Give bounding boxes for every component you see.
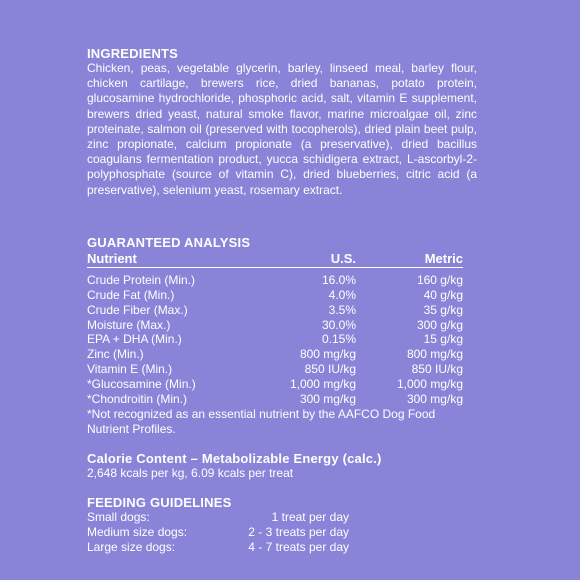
table-row	[87, 303, 463, 318]
nutrient-cell: Crude Protein (Min.)	[87, 272, 196, 287]
feeding-amount: 2 - 3 treats per day	[248, 525, 349, 540]
metric-value-cell: 15 g/kg	[423, 332, 463, 347]
metric-value-cell: 850 IU/kg	[411, 362, 463, 377]
feeding-section	[87, 495, 477, 555]
us-value-cell: 1,000 mg/kg	[289, 377, 356, 392]
us-value-cell: 300 mg/kg	[299, 392, 356, 407]
table-row	[87, 392, 463, 407]
nutrient-cell: *Glucosamine (Min.)	[87, 377, 196, 392]
table-row	[87, 332, 463, 347]
table-row	[87, 318, 463, 333]
calorie-heading: Calorie Content – Metabolizable Energy (calc.)	[87, 451, 382, 467]
table-row	[87, 377, 463, 392]
column-header-us: U.S.	[267, 250, 356, 268]
analysis-table	[87, 250, 463, 407]
nutrient-cell: Moisture (Max.)	[87, 317, 171, 332]
nutrient-cell: Crude Fiber (Max.)	[87, 302, 188, 317]
metric-value-cell: 300 g/kg	[416, 317, 463, 332]
column-header-nutrient: Nutrient	[87, 250, 267, 268]
feeding-size-label: Medium size dogs:	[87, 525, 188, 540]
calorie-section	[87, 451, 477, 481]
nutrient-cell: EPA + DHA (Min.)	[87, 332, 182, 347]
column-header-metric: Metric	[356, 250, 463, 268]
list-item	[87, 510, 477, 525]
us-value-cell: 16.0%	[321, 272, 356, 287]
table-row	[87, 288, 463, 303]
metric-value-cell: 160 g/kg	[416, 272, 463, 287]
feeding-size-label: Large size dogs:	[87, 540, 176, 555]
guaranteed-analysis-heading: GUARANTEED ANALYSIS	[87, 234, 251, 250]
table-row	[87, 267, 463, 287]
nutrient-cell: Vitamin E (Min.)	[87, 362, 173, 377]
metric-value-cell: 35 g/kg	[423, 302, 463, 317]
metric-value-cell: 40 g/kg	[423, 287, 463, 302]
feeding-amount: 4 - 7 treats per day	[248, 540, 349, 555]
nutrient-cell: Zinc (Min.)	[87, 347, 144, 362]
table-row	[87, 347, 463, 362]
feeding-amount: 1 treat per day	[271, 510, 349, 525]
us-value-cell: 800 mg/kg	[299, 347, 356, 362]
feeding-size-label: Small dogs:	[87, 510, 150, 525]
us-value-cell: 30.0%	[321, 317, 356, 332]
list-item	[87, 540, 477, 555]
feeding-heading: FEEDING GUIDELINES	[87, 495, 232, 511]
us-value-cell: 3.5%	[328, 302, 356, 317]
feeding-list	[87, 510, 477, 555]
calorie-text: 2,648 kcals per kg, 6.09 kcals per treat	[87, 466, 294, 481]
nutrient-cell: Crude Fat (Min.)	[87, 287, 175, 302]
metric-value-cell: 800 mg/kg	[406, 347, 463, 362]
ingredients-text: Chicken, peas, vegetable glycerin, barley, linseed meal, barley flour, chicken cartilage, brewers rice, dried bananas, potato protein, glucosamine hydrochloride, phosphoric acid, salt, vitamin E supplement, brewers dried yeast, natural smoke flavor, marine microalgae oil, zinc proteinate, salmon oil (preserved with tocopherols), dried plain beet pulp, zinc propionate, calcium propionate (a preservative), dried bacillus coagulans fermentation product, yucca schidigera extract, L-ascorbyl-2-polyphosphate (source of vitamin C), dried blueberries, citric acid (a preservative), selenium yeast, rosemary extract.	[87, 61, 477, 197]
us-value-cell: 0.15%	[321, 332, 356, 347]
nutrition-panel	[87, 46, 477, 555]
metric-value-cell: 300 mg/kg	[406, 392, 463, 407]
us-value-cell: 4.0%	[328, 287, 356, 302]
us-value-cell: 850 IU/kg	[304, 362, 356, 377]
guaranteed-analysis-section	[87, 235, 477, 438]
aafco-footnote: *Not recognized as an essential nutrient by the AAFCO Dog Food Nutrient Profiles.	[87, 406, 436, 437]
ingredients-heading: INGREDIENTS	[87, 46, 179, 61]
table-row	[87, 362, 463, 377]
metric-value-cell: 1,000 mg/kg	[396, 377, 463, 392]
list-item	[87, 525, 477, 540]
analysis-header-row	[87, 250, 463, 268]
nutrient-cell: *Chondroitin (Min.)	[87, 392, 188, 407]
